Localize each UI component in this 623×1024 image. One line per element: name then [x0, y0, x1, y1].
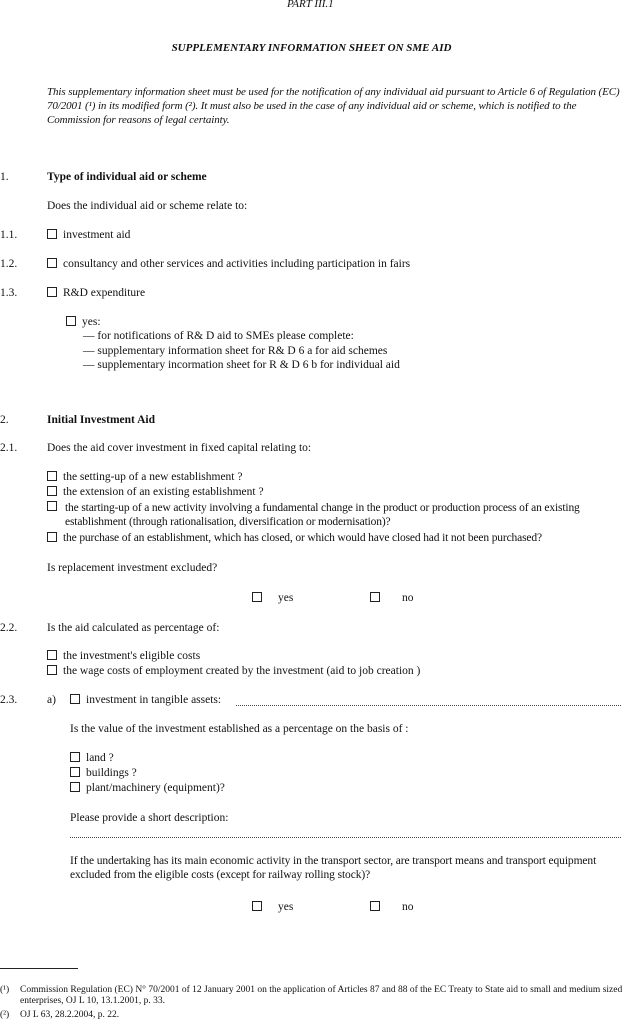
- yes-label: yes: [278, 901, 294, 913]
- checkbox-rd-yes[interactable]: [66, 316, 76, 326]
- checkbox-replacement-yes[interactable]: [252, 592, 262, 602]
- q22-question: Is the aid calculated as percentage of:: [47, 622, 220, 634]
- q23-option: [70, 767, 137, 779]
- tangible-assets-input[interactable]: [236, 705, 621, 706]
- replacement-yes: [252, 592, 293, 604]
- q23-tangible: [70, 694, 221, 706]
- q23-number: 2.3.: [0, 694, 18, 706]
- rd-yes-label: yes:: [82, 316, 101, 328]
- item-1-1-label: investment aid: [63, 229, 131, 241]
- footnote-text: Commission Regulation (EC) N° 70/2001 of 12 January 2001 on the application of Articles 87 and 88 of the EC Treaty to State aid to small and medium sized enterprises, OJ L 10, 13.1.2001, p. 33.: [20, 985, 623, 1006]
- replacement-question: Is replacement investment excluded?: [47, 562, 218, 574]
- checkbox-transport-yes[interactable]: [252, 901, 262, 911]
- q23-option: [70, 782, 225, 794]
- item-1-3: [47, 287, 145, 299]
- transport-yes: [252, 901, 293, 913]
- item-1-2: [47, 258, 410, 270]
- item-1-1: [47, 229, 130, 241]
- q21-option: [47, 486, 264, 498]
- checkbox-land[interactable]: [70, 752, 80, 762]
- checkbox-consultancy[interactable]: [47, 258, 57, 268]
- footnote-text: OJ L 63, 28.2.2004, p. 22.: [20, 1010, 120, 1020]
- section2-number: 2.: [0, 414, 9, 426]
- q23-option-label: plant/machinery (equipment)?: [86, 782, 225, 794]
- checkbox-investment-aid[interactable]: [47, 229, 57, 239]
- q23-option: [70, 752, 114, 764]
- footnote-mark: (²): [0, 1010, 10, 1020]
- q21-option-label: the starting-up of a new activity involving a fundamental change in the product or production process of an existing establishment (through rationalisation, diversification or modernisation)?: [65, 502, 580, 528]
- q23-option-label: land ?: [86, 752, 114, 764]
- q21-option: [47, 501, 63, 513]
- q21-option: [47, 532, 542, 544]
- rd-sub-item: — supplementary information sheet for R& D 6 a for aid schemes: [83, 345, 388, 357]
- q23-label: investment in tangible assets:: [86, 694, 222, 706]
- section1-title: Type of individual aid or scheme: [47, 171, 207, 183]
- section2-title: Initial Investment Aid: [47, 414, 155, 426]
- no-label: no: [402, 592, 414, 604]
- section1-number: 1.: [0, 171, 9, 183]
- q21-number: 2.1.: [0, 442, 18, 454]
- rd-sub-item: — supplementary incormation sheet for R & D 6 b for individual aid: [83, 359, 400, 371]
- item-1-1-number: 1.1.: [0, 229, 18, 241]
- description-prompt: Please provide a short description:: [70, 812, 229, 824]
- item-1-3-label: R&D expenditure: [63, 287, 146, 299]
- checkbox-purchase[interactable]: [47, 532, 57, 542]
- rd-yes: [66, 316, 101, 328]
- q23-option-label: buildings ?: [86, 767, 137, 779]
- footnote-mark: (¹): [0, 985, 10, 995]
- intro-paragraph: This supplementary information sheet must be used for the notification of any individual aid pursuant to Article 6 of Regulation (EC) 70/2001 (¹) in its modified form (²). It must also be used in the case of any individual aid or scheme, which is notified to the Commission for reasons of legal certainty.: [47, 86, 620, 126]
- checkbox-rd-expenditure[interactable]: [47, 287, 57, 297]
- q22-option: [47, 665, 420, 677]
- checkbox-wage-costs[interactable]: [47, 665, 57, 675]
- q21-option-label: the purchase of an establishment, which has closed, or which would have closed had it not been purchased?: [63, 532, 542, 544]
- no-label: no: [402, 901, 414, 913]
- transport-question: If the undertaking has its main economic activity in the transport sector, are transport means and transport equipment excluded from the eligible costs (except for railway rolling stock)?: [70, 855, 597, 881]
- page-title: SUPPLEMENTARY INFORMATION SHEET ON SME AID: [171, 42, 452, 54]
- rd-sub-item: — for notifications of R& D aid to SMEs please complete:: [83, 330, 354, 342]
- q21-option-label: the extension of an existing establishment ?: [63, 486, 264, 498]
- checkbox-tangible-assets[interactable]: [70, 694, 80, 704]
- description-input[interactable]: [70, 837, 621, 838]
- q21-option-label: the setting-up of a new establishment ?: [63, 471, 243, 483]
- q21-question: Does the aid cover investment in fixed capital relating to:: [47, 442, 312, 454]
- transport-no: [370, 901, 414, 913]
- replacement-no: [370, 592, 414, 604]
- q22-option: [47, 650, 200, 662]
- checkbox-extension[interactable]: [47, 486, 57, 496]
- item-1-2-number: 1.2.: [0, 258, 18, 270]
- checkbox-plant-machinery[interactable]: [70, 782, 80, 792]
- q21-option: [47, 471, 242, 483]
- q23-basis-question: Is the value of the investment established as a percentage on the basis of :: [70, 723, 409, 735]
- checkbox-eligible-costs[interactable]: [47, 650, 57, 660]
- q22-option-label: the wage costs of employment created by the investment (aid to job creation ): [63, 665, 421, 677]
- q23-a: a): [47, 694, 56, 706]
- yes-label: yes: [278, 592, 294, 604]
- part-label: PART III.1: [287, 0, 334, 10]
- item-1-2-label: consultancy and other services and activities including participation in fairs: [63, 258, 411, 270]
- section1-question: Does the individual aid or scheme relate to:: [47, 200, 248, 212]
- checkbox-new-establishment[interactable]: [47, 471, 57, 481]
- checkbox-replacement-no[interactable]: [370, 592, 380, 602]
- q22-number: 2.2.: [0, 622, 18, 634]
- footnote-divider: [0, 968, 78, 969]
- checkbox-buildings[interactable]: [70, 767, 80, 777]
- item-1-3-number: 1.3.: [0, 287, 18, 299]
- checkbox-new-activity[interactable]: [47, 501, 57, 511]
- q22-option-label: the investment's eligible costs: [63, 650, 201, 662]
- checkbox-transport-no[interactable]: [370, 901, 380, 911]
